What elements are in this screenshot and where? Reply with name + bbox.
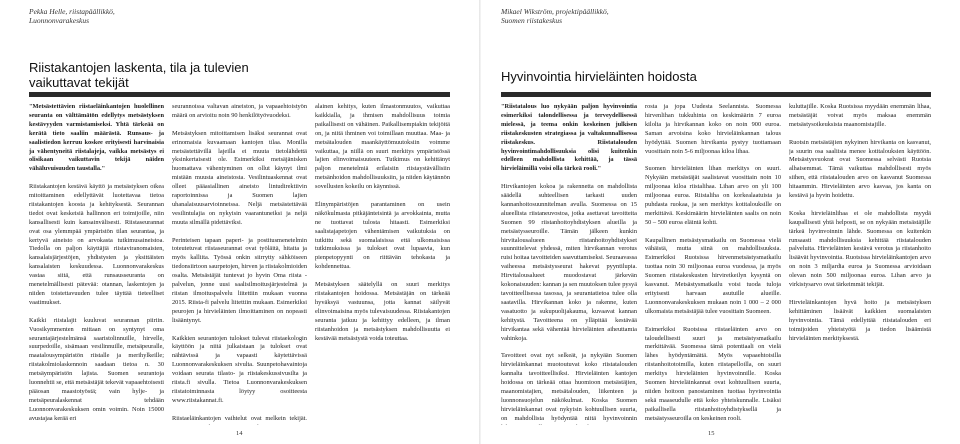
text-column-2 — [172, 103, 307, 425]
text-column-1 — [501, 103, 637, 425]
body-paragraph: Perinteisen tapaan paperi- ja postitusmenetelmin toteutetuvat riistaseurannat ovat työläitä, hitaita ja myös kalliita. Työssä onkin siirrytty sähköiseen tiedonsiirtoon saurpetojen, hirven ja riistakolmioiden osalta. Metsästäjät tuntevat jo hyvin Oma riista -palvelun, jonne uusi saalisilmoitusjärjestelmä ja riistan ilmoituspalvelu liitettiin mukaan vuonna 2015. Riista-fi palvelu liitettiin mukaan. Esimerkiksi peurojen ja hirvieläinten ilmoittaminen on nopeasti lisääntynyt. — [172, 236, 307, 324]
article-title — [29, 61, 249, 90]
lead-quote: "Riistatalous luo nykyään paljon hyvinvointia esimerkiksi talondellisessa ja terveydellisessä mielessä, ja teema onkin keskeinen julkisen riistakeskusten strategiassa ja valtakunnallisessa riistakeskus. Riistatalouden hyvinvointimahdollisuuksia olisi kuitenkin edelleen mahdollista kehittää, ja tässä hirvieläimillä voisi olla tärkeä rooli." — [501, 103, 637, 173]
right-page — [480, 0, 960, 444]
lead-quote: "Metsästettävien riistaeläinkantojen huolellinen seuranta on välttämätön edellytys metsästyksen kestävyyden varmistamiseksi. Yhtä tärkeää on kerätä tieto saaliin määrästä. Runsaus- ja saalistiedon kerruu koskee erityisesti harvinaisia ja vähentyneitä riistalajeja, vaikka metsästys ei olisikaan vaikuttavin tekijä näiden vähäluvuisuuden taustalla." — [29, 103, 164, 173]
text-column-3 — [789, 103, 931, 425]
body-paragraph: Elinympäristöjen parantaminen on usein näkökulmasta pitkäjänteisintä ja arvokkainta, mutta ne tuottavat tulosta hitaasti. Esimerkiksi saalistajapetojen vähentämisen vaikutuksia on tutkittu sekä suomalaisissa että ulkomaisissa tutkimuksissa ja tulokset ovat lupaavia, kun pienpetopyynti on riittävän tehokasta ja kohdennettua. — [315, 200, 450, 271]
body-paragraph: alainen kehitys, kuten ilmastonmuutos, vaikuttaa kaikkialla, ja ihmisen mahdollisuus toimia paikallisesti on vähäinen. Paikallisempiakin tekijöitä on, ja niitä ihminen voi toimillaan muuttaa. Maa- ja metsätalouden maankäyttömuutoksiin voimme vaikuttaa, ja niillä on suuri merkitys ympäristössä lajien elinvoimaisuuteen. Tutkimus on kehittänyt paljon menetelmiä erilaisiin riistaystävällisiin metsänhoidon mahdollisuuksiin, ja niiden käytännön sovellusten kokeilu on käynnissä. — [315, 103, 450, 191]
body-paragraph: Tavoitteet ovat nyt selkeät, ja nykyään Suomen hirvieläinkannat muotoutuvat koko riistatalouden kannalta tavoitteellisiksi. Hirvieläinten kantojen hoidossa on tärkeää ottaa huomioon metsästäjien, maanomistajien, metsätalouden, liikenteen ja luonnonsuojelun näkökulmat. Koska Suomen hirvieläinkannat ovat nykyisin kohtuullisen suuria, on mahdollista hyödyntää niitä hyvinvoinnin — [501, 352, 637, 422]
author-byline — [501, 7, 609, 25]
body-paragraph: Kaupallinen metsästysmatkailu on Suomessa vielä vähäistä, mutta siinä on mahdollisuuksia. Esimerkiksi Ruotsissa hirvenmetsästysmatkailu tuottaa noin 30 miljoonaa euroa vuodessa, ja myös Suomen riistakeskusten hirviretkeilyn kysyntä on kasvanut. Metsästysmatkailu voisi tuoda tuloja erityisesti harvaan asutuille alueille. Luonnonvarakeskuksen mukaan noin 1 000 – 2 000 ulkomaista metsästäjää tulee vuosittain Suomeen. — [645, 236, 781, 315]
text-column-3 — [315, 103, 450, 425]
author-organization: Suomen riistakeskus — [501, 16, 563, 25]
body-paragraph: Esimerkiksi Ruotsissa riistaeläinten arvo on taloudellisesti suuri ja metsästysmatkailu merkittävää. Suomessa tämä potentiaali on vielä lähes hyödyntämättä. Myös vapaaehtoisilla riistanhoitotoimilla, kuten riistapelloilla, on suuri merkitys hirvieläinten hyvinvoinnille. Koska Suomen hirvieläinkannat ovat kohtuullisen suuria, niiden hoitoon panostaminen tuottaa hyvinvointia sekä maaseudulle että koko yhteiskunnalle. Lisäksi paikallisella riistanhoitoyhdistyksellä ja metsästysseuroilla on keskeinen rooli. — [645, 325, 781, 422]
body-paragraph: Riistakantojen kestävä käyttö ja metsästyksen oikea mitoittaminen edellyttävät luotettavaa tietoa riistakantojen koosta ja kehityksestä. Seurannan tiedot ovat keskeisiä hallinnon eri toimijoille, niin kansallisesti kuin kansainvälisesti. Riistaseurannat ovat osa ylemmpää ympäristön tilan seurantaa, ja kertyvä aineisto on arvokasta tutkimusaineistoa. Tiedolla on paljon käyttäjiä riistaviranomaisten, kansalaisjärjestöjen, yhdistysten ja yksittäisten kansalaisten keskuudessa. Luonnonvarakeskus vastaa siitä, että runsausseuranta on menetelmällisesti pätevää: otannan, laskentojen ja niiden toistettavuuden tulee täyttää tieteelliset vaatimukset. — [29, 183, 164, 306]
page-number: 14 — [236, 430, 243, 437]
body-paragraph: Riistaeläinkantojen vaihtelut ovat melkein tekijät. — [172, 414, 307, 422]
body-paragraph: Hirvieläinkantojen hyvä hoito ja metsästyksen kehittäminen lisäävät kaikkien suomalaisten hyvinvointia. Tämä edellyttää riistatalouden eri toimijoiden yhteistyötä ja tiedon lisäämistä hirvieläinten merkityksestä. — [789, 298, 931, 342]
author-name: Mikael Wikström, projektipäällikkö, — [501, 7, 609, 16]
article-title-line-1: Riistakantojen laskenta, tila ja tulevien — [29, 60, 249, 75]
author-name: Pekka Helle, riistapäällikkö, — [29, 7, 115, 16]
article-title: Hyvinvointia hirvieläinten hoidosta — [501, 69, 697, 84]
article-title-line-2: vaikuttavat tekijät — [29, 74, 129, 90]
body-paragraph: Kaikki riistalajit kuuluvat seurannan piiriin. Vuosikymmenten mittaan on syntynyt oma seurantajärjestelmänsä saaristolinnuille, hirvelle, suurpedoille, sisämaan vesilinnuille, metsäpeuralle, maatalousympäristön riistalle ja merihylkeille; riistakolmiolaskennoin saadaan tietoa n. 30 metsäympäristön lajista. Suomen seurantoja luonnehtii se, että metsästäjät tekevät vapaaehtoisesti pääosan maastotyöstä; vain hylje- ja metsäpeuralaskennat tehdään Luonnonvarakeskuksen omin voimin. Noin 15000 avustajaa kerää eri — [29, 316, 164, 422]
body-paragraph: seurannoissa valtavan aineiston, ja vapaaehtoistyön määrä on arvioitu noin 90 henkilötyövuodeksi. — [172, 103, 307, 119]
body-paragraph: Hirvikantojen kokoa ja rakennetta on mahdollista säädellä suhteellisen tarkasti uuden kannanhoitosuunnitelman avulla. Suomessa on 15 alueellista riistaneuvostoa, jotka asettavat tavoitteita Suomen 99 riistanhoitoyhdistyksen alueilla ja metsästysseuroille. Tämän jälkeen kunkin hirvitalousalueen riistanhoitoyhdistykset suunnittelevat yhdessä, miten hirvikannan verotus ruisi hoitaa tavoitteiden saavuttamiseksi. Seuraavassa vaiheessa metsästysseurat hakevat pyyntilupia. Hirvitalousalueet muodostavat järkevän kokonaisuuden: kannan ja sen muutoksen tulee pysyä tavoitteellisessa tasossa, ja seurantatietoa tulee olla saatavilla. Hirvikannan koko ja rakenne, kuten vasatuotto ja sukupuolijakauma, kuvaavat kannan kehitystä. Tavoitteena on ylläpitää kestävää hirvikantaa sekä vähentää hirvieläinten aiheuttamia vahinkoja. — [501, 183, 637, 342]
author-organization: Luonnonvarakeskus — [29, 16, 89, 25]
title-rule — [29, 92, 450, 97]
body-paragraph: Suomen hirvieläinten lihan merkitys on suuri. Nykyään metsästäjät saalistavat vuosittain noin 10 miljoonaa kiloa riistalihaa. Lihan arvo on yli 100 miljoonaa euroa. Riistaliha on korkealaatuista ja puhdasta ruokaa, ja sen merkitys kotitalouksille on merkittävä. Keskimäärin hirvieläinten saalis on noin 50 – 500 euroa eläintä kohti. — [645, 165, 781, 226]
body-paragraph: Koska hirvieläinlihaa ei ole mahdollista myydä kaupallisesti yhtä helposti, se on nykyään metsästäjille tärkeä hyvinvoinnin lähde. Suomessa on kuitenkin runsaasti mahdollisuuksia kehittää riistatalouden palveluita. Hirvieläinten kestävä verotus ja riistanhoito lisäävät hyvinvointia. Ruotsissa hirvieläinkantojen arvo on noin 3 miljardia euroa ja Suomessa arvioidaan olevan noin 500 miljoonaa euroa. Lihan arvo ja virkistysarvo ovat tärkeimmät tekijät. — [789, 209, 931, 289]
body-paragraph: Metsästyksen säätelyllä on suuri merkitys riistakantojen hoidossa. Metsästäjän on tärkeää hyväksyä vastuunsa, jotta kannat säilyvät elinvoimaisina myös tulevaisuudessa. Riistakantojen seuranta jatkuu ja kehittyy edelleen, ja ilman riistanhoidon ja metsästyksen mahdollisuutta ei kestävää metsästystä voida toteuttaa. — [315, 281, 450, 342]
body-paragraph: Ruotsin metsästäjien nykyinen hirvikanta on kasvanut, ja suurin osa saaliista menee kotitalouksien käyttöön. Metsästysvuokrat ovat Suomessa selvästi Ruotsia alhaisemmat. Tämä vaikuttaa mahdollisesti myös siihen, että riistatalouden arvo on kasvanut Suomessa hitaammin. Hirvieläinten arvo kasvaa, jos kanta on kestävä ja hyvin hoidettu. — [789, 138, 931, 200]
body-paragraph: Kaikkien seurantojen tulokset tulevat riistaekologin käyttöön ja niitä julkaistaan ja tulokset ovat nähtävissä ja vapaasti käytettävissä Luonnonvarakeskuksen sivulta. Suunpetohavaintoja voidaan seurata tilasto- ja riistakeskussivusilta ja riista.fi sivulla. Tietoa Luonnonvarakeskuksen riistatoiminnasta löytyy osoitteesta www.riistakannat.fi. — [172, 334, 307, 404]
page-number: 15 — [708, 430, 715, 437]
body-paragraph: kuluttajille. Koska Ruotsissa myydään enemmän lihaa, metsästäjät voivat myös maksaa enemmän metsästysoikeuksista maanomistajille. — [789, 103, 931, 128]
title-rule — [501, 92, 931, 97]
body-paragraph: Metsästyksen mitoittamisen lisäksi seurannat ovat erinomaisia kuvaamaan kantojen tilaa. Monilla metsästettävillä lajeilla ei muuta tietolähdettä yksinkertaisesti ole. Esimerkiksi metsäjänisken huomattava vähentyminen on ollut käynyt ilmi mistään muusta aineistosta. Vesilintuaskennat ovat olleet pääasiallinen aineisto lintudirektiivin raportoinnissa ja Suomen lajien uhanalaisuusarvioinneissa. Neljä metsästettävää vesilintulajia on nykyisin vaarantuneiksi ja neljä muuta silmällä pidettäviksi. — [172, 129, 307, 226]
text-column-2 — [645, 103, 781, 425]
author-byline — [29, 7, 115, 25]
body-paragraph: rosta ja jopa Uudesta Seelannista. Suomessa hirvenlihan tukkuhinta on keskimäärin 7 euroa kilolta ja hirvikannan koko on noin 900 euroa. Saman arvoisina koko hirvieläinkannan talous hyödyttää. Suomen hirvikanta pystyy tuottamaan vuosittain noin 5-6 miljoonaa kiloa lihaa. — [645, 103, 781, 155]
text-column-1 — [29, 103, 164, 425]
